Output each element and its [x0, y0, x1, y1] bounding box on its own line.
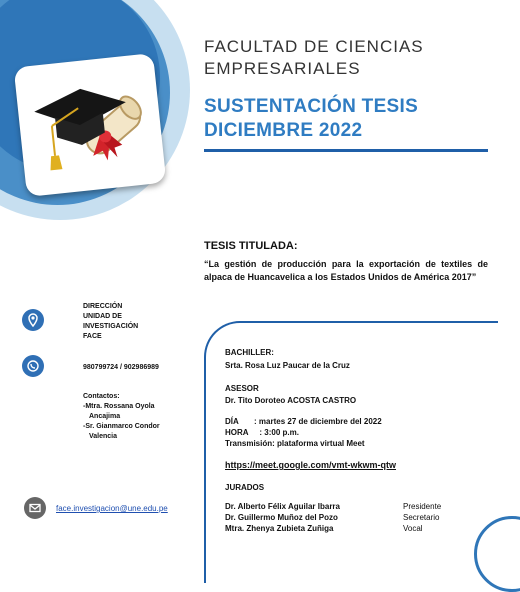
- graduation-cap-image: [14, 53, 167, 197]
- email-link[interactable]: face.investigacion@une.edu.pe: [56, 504, 168, 513]
- title-divider: [204, 149, 488, 152]
- faculty-title: [204, 36, 424, 80]
- location-pin-icon: [22, 309, 44, 331]
- contacts-heading: Contactos:: [83, 393, 120, 400]
- jury-role: Presidente: [403, 502, 442, 511]
- jury-row: [225, 524, 423, 534]
- jury-name: Mtra. Zhenya Zubieta Zuñiga: [225, 524, 334, 533]
- transmission-line: Transmisión: plataforma virtual Meet: [225, 439, 365, 448]
- whatsapp-phone-icon: [22, 355, 44, 377]
- jurados-label: JURADOS: [225, 483, 265, 492]
- time-line: HORA : 3:00 p.m.: [225, 428, 299, 437]
- event-title: [204, 95, 418, 143]
- jury-role: Vocal: [403, 524, 423, 533]
- thesis-heading: TESIS TITULADA:: [204, 240, 298, 252]
- jury-row: [225, 513, 439, 523]
- thesis-title: “La gestión de producción para la exportación de textiles de alpaca de Huancavelica a los Estados Unidos de América 2017”: [204, 259, 488, 282]
- jury-row: [225, 502, 441, 512]
- bachiller-label: BACHILLER:: [225, 348, 274, 357]
- contact-line: -Mtra. Rossana Oyola: [83, 403, 155, 410]
- mail-icon: [24, 497, 46, 519]
- graduation-cap-icon: [14, 53, 167, 197]
- office-line: FACE: [83, 333, 102, 340]
- office-line: DIRECCIÓN: [83, 303, 123, 310]
- jury-role: Secretario: [403, 513, 440, 522]
- contacts-info: [83, 392, 160, 442]
- office-info: [83, 302, 138, 342]
- jury-name: Dr. Alberto Félix Aguilar Ibarra: [225, 502, 340, 511]
- meet-link[interactable]: https://meet.google.com/vmt-wkwm-qtw: [225, 460, 397, 470]
- asesor-name: Dr. Tito Doroteo ACOSTA CASTRO: [225, 396, 357, 405]
- bachiller-name: Srta. Rosa Luz Paucar de la Cruz: [225, 361, 350, 370]
- contact-line: -Sr. Gianmarco Condor: [83, 423, 160, 430]
- faculty-title-line2: EMPRESARIALES: [204, 59, 361, 78]
- event-title-line1: SUSTENTACIÓN TESIS: [204, 96, 419, 117]
- contact-line: Valencia: [89, 433, 118, 440]
- event-title-line2: DICIEMBRE 2022: [204, 120, 363, 141]
- phone-numbers: 980799724 / 902986989: [83, 364, 159, 371]
- contact-line: Ancajima: [89, 413, 121, 420]
- faculty-title-line1: FACULTAD DE CIENCIAS: [204, 37, 424, 56]
- date-line: DÍA : martes 27 de diciembre del 2022: [225, 417, 382, 426]
- office-line: UNIDAD DE: [83, 313, 122, 320]
- phone-info: [83, 363, 159, 373]
- jury-name: Dr. Guillermo Muñoz del Pozo: [225, 513, 338, 522]
- asesor-label: ASESOR: [225, 384, 259, 393]
- office-line: INVESTIGACIÓN: [83, 323, 139, 330]
